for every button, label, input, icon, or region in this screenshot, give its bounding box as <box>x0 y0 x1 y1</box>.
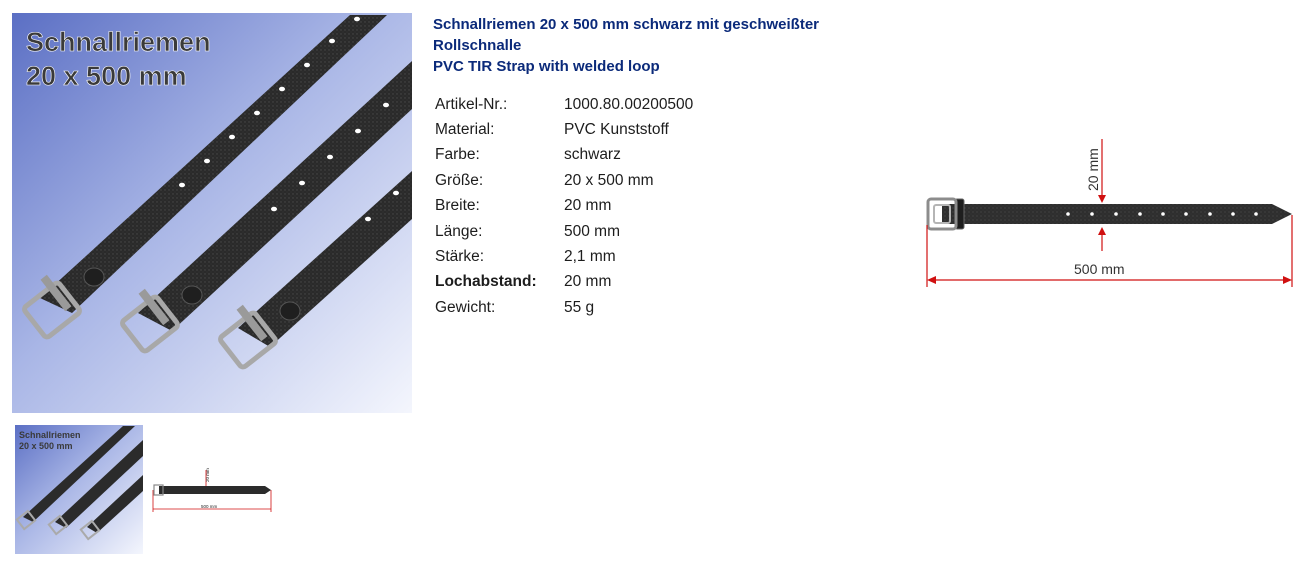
main-product-image[interactable] <box>12 13 412 413</box>
spec-label: Gewicht: <box>435 298 496 316</box>
spec-row <box>435 92 693 117</box>
thumbnail-title-line2: 20 x 500 mm <box>19 441 73 451</box>
main-image-title-line1: Schnallriemen <box>26 27 211 57</box>
spec-value: 55 g <box>564 298 595 316</box>
spec-label: Farbe: <box>435 146 480 164</box>
spec-label: Artikel-Nr.: <box>435 95 508 113</box>
thumbnail-photo[interactable] <box>15 425 143 554</box>
product-title-line-2: Rollschnalle <box>433 37 522 54</box>
height-label: 20 mm <box>1085 148 1101 191</box>
spec-value: schwarz <box>564 146 621 164</box>
spec-label: Lochabstand: <box>435 273 537 291</box>
spec-row <box>435 117 693 142</box>
thumbnail-length-label: 500 mm <box>201 504 218 509</box>
length-dimension <box>927 215 1292 287</box>
dimension-drawing <box>920 135 1300 295</box>
spec-value: 20 mm <box>564 197 612 215</box>
thumbnail-title-line1: Schnallriemen <box>19 430 81 440</box>
spec-table <box>435 92 693 321</box>
spec-value: 20 mm <box>564 273 612 291</box>
spec-row <box>435 295 693 320</box>
spec-label: Material: <box>435 121 495 139</box>
spec-label: Länge: <box>435 222 483 240</box>
length-label: 500 mm <box>1074 261 1125 277</box>
spec-value: 20 x 500 mm <box>564 171 654 189</box>
main-image-title-line2: 20 x 500 mm <box>26 61 187 91</box>
spec-value: 1000.80.00200500 <box>564 95 694 113</box>
thumbnail-height-label: 20 mm <box>205 468 210 482</box>
spec-row <box>435 168 693 193</box>
thumbnail-drawing[interactable] <box>151 460 273 515</box>
spec-value: 500 mm <box>564 222 620 240</box>
spec-label: Breite: <box>435 197 480 215</box>
spec-row <box>435 244 693 269</box>
spec-value: 2,1 mm <box>564 248 616 266</box>
spec-row <box>435 219 693 244</box>
spec-row <box>435 143 693 168</box>
spec-value: PVC Kunststoff <box>564 121 669 139</box>
height-dimension <box>1085 139 1106 251</box>
spec-label: Größe: <box>435 171 484 189</box>
spec-row <box>435 270 693 295</box>
spec-label: Stärke: <box>435 248 485 266</box>
product-title-line-3: PVC TIR Strap with welded loop <box>433 58 660 75</box>
product-title <box>433 14 903 77</box>
product-title-line-1: Schnallriemen 20 x 500 mm schwarz mit geschweißter <box>433 16 820 33</box>
spec-row <box>435 194 693 219</box>
